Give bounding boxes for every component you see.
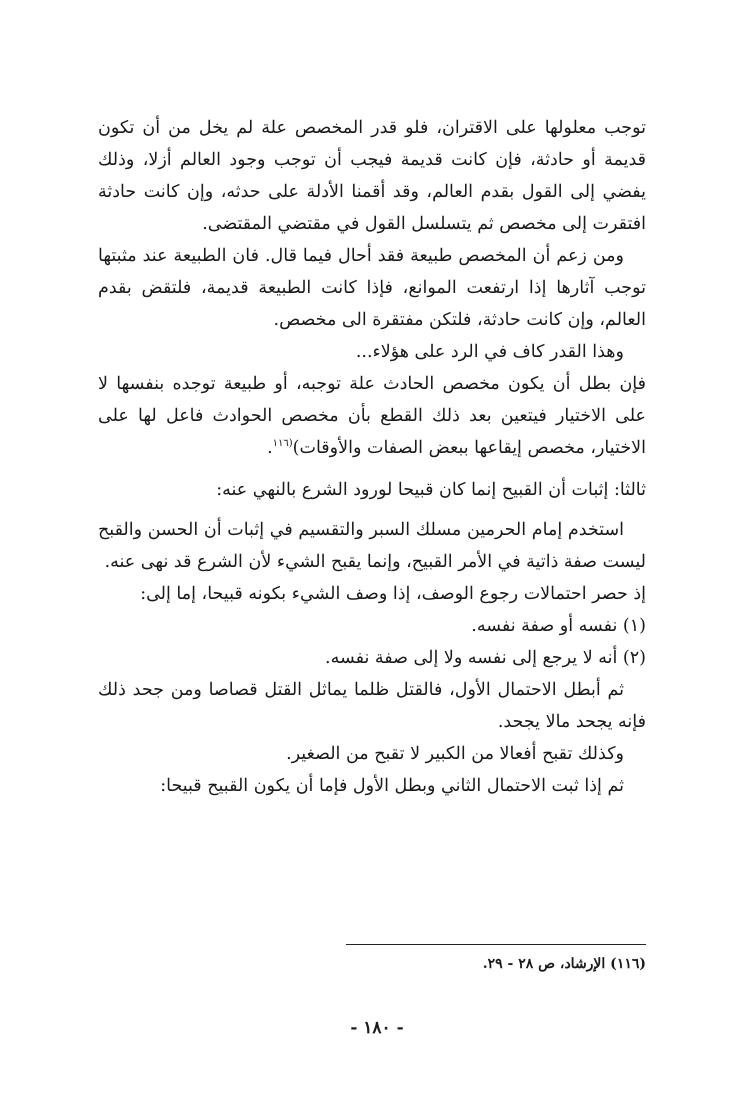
paragraph-8: وكذلك تقبح أفعالا من الكبير لا تقبح من الصغير.: [286, 744, 624, 764]
page-number: - ١٨٠ -: [350, 1018, 404, 1038]
paragraph-6: إذ حصر احتمالات رجوع الوصف، إذا وصف الشيء بكونه قبيحا، إما إلى:: [140, 584, 646, 604]
paragraph-4-end: .: [267, 438, 273, 458]
list-item-1: (١) نفسه أو صفة نفسه.: [471, 616, 646, 636]
footnote: (١١٦) الإرشاد، ص ٢٨ - ٢٩.: [482, 956, 646, 972]
paragraph-4: [98, 368, 646, 464]
paragraph-5: استخدم إمام الحرمين مسلك السبر والتقسيم في إثبات أن الحسن والقبح ليست صفة ذاتية في الأمر القبيح، وإنما يقبح الشيء لأن الشرع قد نهى عنه.: [98, 520, 646, 572]
paragraph-7: ثم أبطل الاحتمال الأول، فالقتل ظلما يماثل القتل قصاصا ومن جحد ذلك فإنه يجحد مالا يجحد.: [98, 680, 646, 732]
paragraph-3: وهذا القدر كاف في الرد على هؤلاء...: [355, 342, 624, 362]
main-text: [98, 112, 646, 802]
section-heading: ثالثا: إثبات أن القبيح إنما كان قبيحا لورود الشرع بالنهي عنه:: [216, 480, 646, 500]
paragraph-1: توجب معلولها على الاقتران، فلو قدر المخصص علة لم يخل من أن تكون قديمة أو حادثة، فإن كانت قديمة فيجب أن توجب وجود العالم أزلا، وذلك يفضي إلى القول بقدم العالم، وقد أقمنا الأدلة على حدثه، وإن كانت حادثة افتقرت إلى مخصص ثم يتسلسل القول في مقتضي المقتضى.: [98, 118, 646, 234]
list-item-2: (٢) أنه لا يرجع إلى نفسه ولا إلى صفة نفسه.: [325, 648, 646, 668]
paragraph-9: ثم إذا ثبت الاحتمال الثاني وبطل الأول فإما أن يكون القبيح قبيحا:: [160, 776, 624, 796]
footnote-reference[interactable]: (١١٦: [272, 438, 293, 450]
paragraph-4-text: فإن بطل أن يكون مخصص الحادث علة توجبه، أو طبيعة توجده بنفسها لا على الاختيار فيتعين بعد ذلك القطع بأن مخصص الحوادث فاعل لها على الاختيار، مخصص إيقاعها ببعض الصفات والأوقات): [98, 374, 646, 458]
paragraph-2: ومن زعم أن المخصص طبيعة فقد أحال فيما قال. فان الطبيعة عند مثبتها توجب آثارها إذا ارتفعت الموانع، فإذا كانت الطبيعة قديمة، فلتقض بقدم العالم، وإن كانت حادثة، فلتكن مفتقرة الى مخصص.: [98, 246, 646, 330]
footnote-divider: [346, 944, 646, 945]
